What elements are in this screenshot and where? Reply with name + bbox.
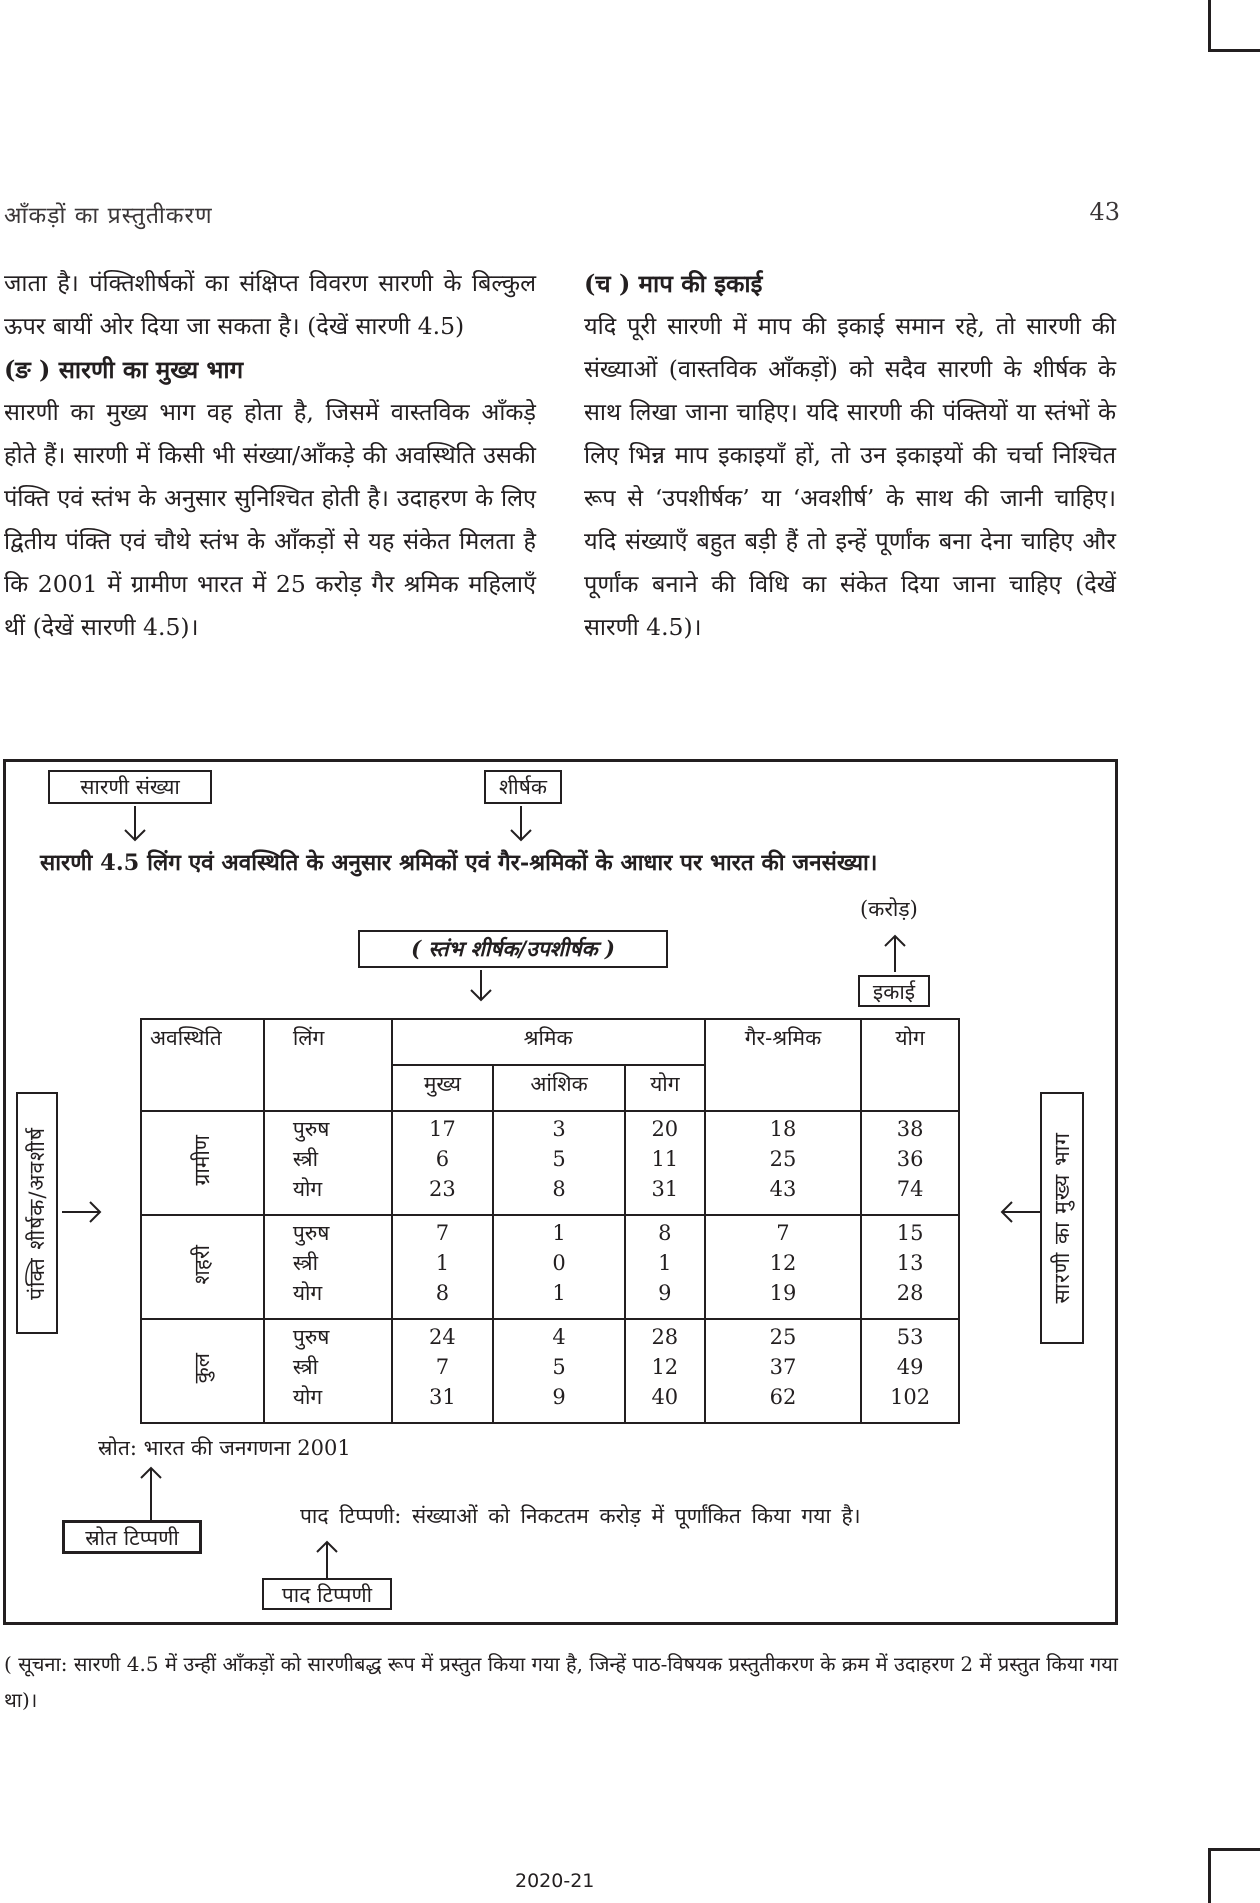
footnote-text: पाद टिप्पणी: संख्याओं को निकटतम करोड़ में पूर्णांकित किया गया है। bbox=[300, 1504, 861, 1528]
arrow-table-number bbox=[120, 806, 150, 846]
total-cell: 53 49 102 bbox=[861, 1319, 959, 1423]
label-table-body: सारणी का मुख्य भाग bbox=[1040, 1092, 1084, 1344]
workers-total-cell: 20 11 31 bbox=[625, 1111, 705, 1215]
arrow-title bbox=[506, 806, 536, 846]
non-workers-cell: 18 25 43 bbox=[705, 1111, 862, 1215]
workers-total-cell: 8 1 9 bbox=[625, 1215, 705, 1319]
left-paragraph-1: जाता है। पंक्तिशीर्षकों का संक्षिप्त विवरण सारणी के बिल्कुल ऊपर बायीं ओर दिया जा सकता है। (देखें सारणी 4.5) bbox=[4, 269, 536, 340]
left-paragraph-2: सारणी का मुख्य भाग वह होता है, जिसमें वास्तविक आँकड़े होते हैं। सारणी में किसी भी संख्या/आँकड़े की अवस्थिति उसकी पंक्ति एवं स्तंभ के अनुसार सुनिश्चित होती है। उदाहरण के लिए द्वितीय पंक्ति एवं चौथे स्तंभ के आँकड़ों से यह संकेत मिलता है कि 2001 में ग्रामीण भारत में 25 करोड़ गैर श्रमिक महिलाएँ थीं (देखें सारणी 4.5)। bbox=[4, 398, 536, 641]
arrow-row-heading bbox=[62, 1200, 106, 1224]
marginal-cell: 3 5 8 bbox=[493, 1111, 625, 1215]
header-non-workers: गैर-श्रमिक bbox=[705, 1019, 862, 1111]
sex-cell: पुरुष स्त्री योग bbox=[264, 1319, 392, 1423]
total-cell: 38 36 74 bbox=[861, 1111, 959, 1215]
main-cell: 17 6 23 bbox=[392, 1111, 494, 1215]
table-row-rural bbox=[141, 1111, 959, 1215]
right-paragraph: यदि पूरी सारणी में माप की इकाई समान रहे, तो सारणी की संख्याओं (वास्तविक आँकड़ों) को सदैव सारणी के शीर्षक के साथ लिखा जाना चाहिए। यदि सारणी की पंक्तियों या स्तंभों के लिए भिन्न माप इकाइयाँ हों, तो उन इकाइयों की चर्चा निश्चित रूप से ‘उपशीर्षक’ या ‘अवशीर्ष’ के साथ की जानी चाहिए। यदि संख्याएँ बहुत बड़ी हैं तो इन्हें पूर्णांक बना देना चाहिए और पूर्णांक बनाने की विधि का संकेत दिया जाना चाहिए (देखें सारणी 4.5)। bbox=[584, 312, 1116, 641]
header-main: मुख्य bbox=[392, 1065, 494, 1111]
source-text: स्रोत: भारत की जनगणना 2001 bbox=[98, 1436, 351, 1460]
table-row-urban bbox=[141, 1215, 959, 1319]
arrow-footnote bbox=[312, 1538, 342, 1578]
marginal-cell: 4 5 9 bbox=[493, 1319, 625, 1423]
arrow-table-body bbox=[996, 1200, 1040, 1224]
header-workers-total: योग bbox=[625, 1065, 705, 1111]
location-rural: ग्रामीण bbox=[141, 1111, 264, 1215]
arrow-column-heading bbox=[466, 970, 496, 1006]
footer-year: 2020-21 bbox=[515, 1870, 595, 1892]
non-workers-cell: 25 37 62 bbox=[705, 1319, 862, 1423]
label-source-note: स्रोत टिप्पणी bbox=[62, 1520, 202, 1554]
label-footnote: पाद टिप्पणी bbox=[262, 1578, 392, 1610]
workers-total-cell: 28 12 40 bbox=[625, 1319, 705, 1423]
location-urban: शहरी bbox=[141, 1215, 264, 1319]
sex-cell: पुरुष स्त्री योग bbox=[264, 1111, 392, 1215]
header-location: अवस्थिति bbox=[141, 1019, 264, 1111]
notice-text: ( सूचना: सारणी 4.5 में उन्हीं आँकड़ों को सारणीबद्ध रूप में प्रस्तुत किया गया है, जिन्हें पाठ-विषयक प्रस्तुतीकरण के क्रम में उदाहरण 2 में प्रस्तुत किया गया था)। bbox=[4, 1652, 1118, 1712]
marginal-cell: 1 0 1 bbox=[493, 1215, 625, 1319]
label-table-number: सारणी संख्या bbox=[48, 770, 212, 804]
header-marginal: आंशिक bbox=[493, 1065, 625, 1111]
header-workers: श्रमिक bbox=[392, 1019, 705, 1065]
main-cell: 7 1 8 bbox=[392, 1215, 494, 1319]
label-row-heading: पंक्ति शीर्षक/अवशीर्ष bbox=[16, 1092, 58, 1334]
main-cell: 24 7 31 bbox=[392, 1319, 494, 1423]
label-unit: इकाई bbox=[858, 975, 930, 1007]
header-total: योग bbox=[861, 1019, 959, 1111]
left-column bbox=[4, 262, 536, 649]
total-cell: 15 13 28 bbox=[861, 1215, 959, 1319]
unit-text: (करोड़) bbox=[860, 897, 918, 921]
page-number: 43 bbox=[1089, 198, 1120, 226]
location-total: कुल bbox=[141, 1319, 264, 1423]
section-heading-main-body: (ङ ) सारणी का मुख्य भाग bbox=[4, 355, 244, 384]
crop-mark-top bbox=[1208, 0, 1260, 52]
label-title: शीर्षक bbox=[484, 770, 562, 804]
non-workers-cell: 7 12 19 bbox=[705, 1215, 862, 1319]
header-sex: लिंग bbox=[264, 1019, 392, 1111]
running-head: आँकड़ों का प्रस्तुतीकरण bbox=[4, 203, 213, 229]
table-row-total bbox=[141, 1319, 959, 1423]
population-table bbox=[140, 1018, 960, 1424]
section-heading-unit: (च ) माप की इकाई bbox=[584, 269, 763, 298]
label-column-heading: ( स्तंभ शीर्षक/उपशीर्षक ) bbox=[358, 930, 668, 968]
arrow-unit bbox=[880, 932, 910, 972]
crop-mark-bottom bbox=[1208, 1848, 1260, 1903]
arrow-source bbox=[136, 1464, 166, 1520]
table-title: सारणी 4.5 लिंग एवं अवस्थिति के अनुसार श्रमिकों एवं गैर-श्रमिकों के आधार पर भारत की जनसंख्या। bbox=[40, 850, 878, 876]
right-column bbox=[584, 262, 1116, 649]
sex-cell: पुरुष स्त्री योग bbox=[264, 1215, 392, 1319]
